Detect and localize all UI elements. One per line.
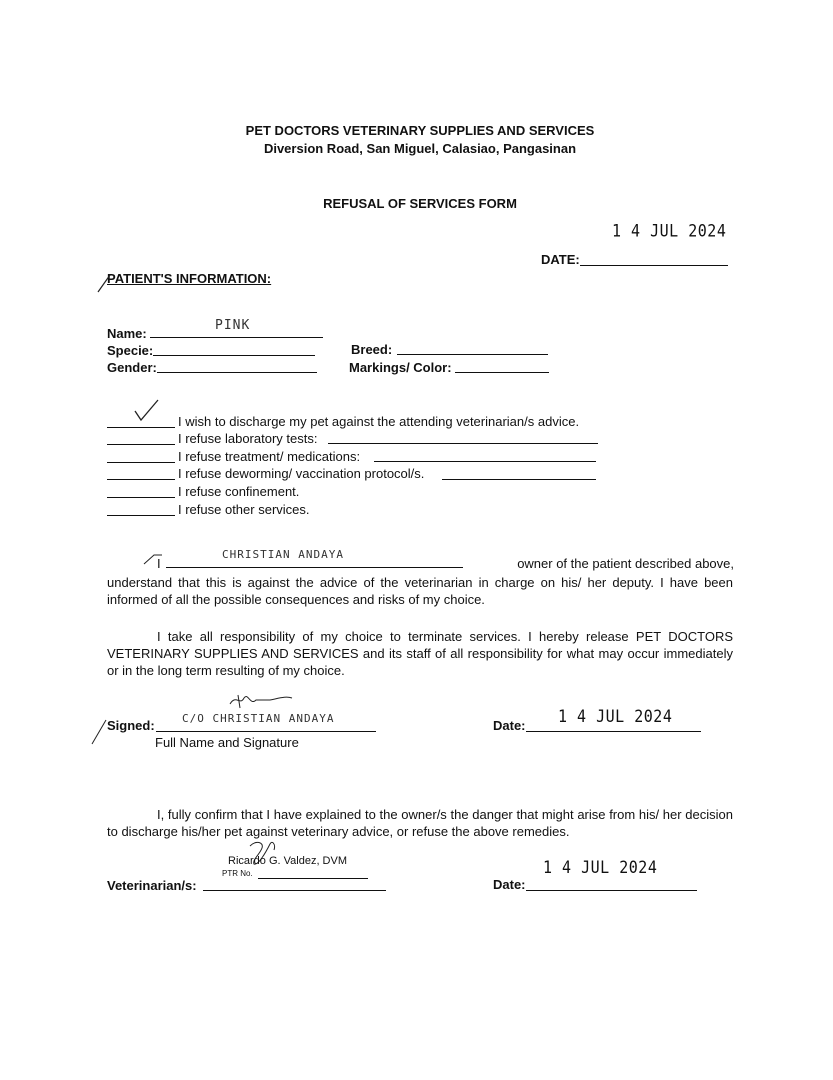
option-blank-3 [107, 462, 175, 463]
vet-printed-name: Ricardo G. Valdez, DVM [228, 855, 348, 867]
markings-label: Markings/ Color: [349, 360, 452, 375]
owner-line-suffix: owner of the patient described above, [517, 556, 734, 571]
breed-label: Breed: [351, 342, 393, 357]
signed-date-label: Date: [493, 718, 526, 733]
markings-line [455, 372, 549, 373]
owner-prefix: I [157, 556, 161, 571]
name-line [150, 337, 323, 338]
owner-name-handwritten: CHRISTIAN ANDAYA [222, 548, 344, 561]
gender-label: Gender: [107, 360, 157, 375]
gender-line [157, 372, 317, 373]
breed-line [397, 354, 548, 355]
specie-label: Specie: [107, 343, 154, 358]
option-2: I refuse laboratory tests: [178, 431, 318, 446]
vet-date-label: Date: [493, 877, 526, 892]
signed-label: Signed: [107, 718, 155, 733]
confirmation-paragraph: I, fully confirm that I have explained to the owner/s the danger that might arise from his/ her decision to discharge his/her pet against veterinary advice, or refuse the above remedies. [107, 807, 733, 839]
signed-handwritten: C/O CHRISTIAN ANDAYA [182, 712, 335, 725]
option-blank-5 [107, 497, 175, 498]
org-address: Diversion Road, San Miguel, Calasiao, Pangasinan [263, 141, 577, 156]
option-3: I refuse treatment/ medications: [178, 449, 361, 464]
option-5: I refuse confinement. [178, 484, 300, 499]
owner-signature-icon [226, 692, 296, 710]
vet-date-line [526, 890, 697, 891]
org-name: PET DOCTORS VETERINARY SUPPLIES AND SERVICES [245, 123, 595, 138]
option-blank-1 [107, 427, 175, 428]
top-date-stamp: 1 4 JUL 2024 [612, 220, 727, 242]
top-date-line [580, 265, 728, 266]
signed-line [156, 731, 376, 732]
patient-info-heading: PATIENT'S INFORMATION: [107, 271, 272, 286]
option-4-detail-line [442, 479, 596, 480]
option-blank-6 [107, 515, 175, 516]
vet-ptr-line [258, 878, 368, 879]
option-6: I refuse other services. [178, 502, 310, 517]
specie-line [153, 355, 315, 356]
option-2-detail-line [328, 443, 598, 444]
option-1: I wish to discharge my pet against the attending veterinarian/s advice. [178, 414, 580, 429]
vet-date-stamp: 1 4 JUL 2024 [543, 856, 658, 878]
signed-caption: Full Name and Signature [155, 735, 299, 750]
option-blank-2 [107, 444, 175, 445]
signed-mark-icon [90, 716, 110, 746]
owner-name-line [166, 567, 463, 568]
vet-label: Veterinarian/s: [107, 878, 197, 893]
owner-statement-rest: understand that this is against the advice of the veterinarian in charge on his/ her deputy. I have been informed of all the possible consequences and risks of my choice. [107, 575, 733, 607]
name-value: PINK [215, 318, 251, 333]
top-date-label: DATE: [541, 252, 580, 267]
owner-prefix-mark-icon [142, 552, 164, 566]
checked-option-icon [132, 398, 162, 424]
name-label: Name: [107, 326, 147, 341]
signed-date-stamp: 1 4 JUL 2024 [558, 705, 673, 727]
option-blank-4 [107, 479, 175, 480]
responsibility-paragraph: I take all responsibility of my choice to terminate services. I hereby release PET DOCTORS VETERINARY SUPPLIES AND SERVICES and its staff of all responsibility for what may occur immediately or in the long term resulting of my choice. [107, 629, 733, 678]
option-4: I refuse deworming/ vaccination protocol/s. [178, 466, 425, 481]
vet-line [203, 890, 386, 891]
check-mark-icon [96, 272, 116, 294]
vet-ptr-label: PTR No. [222, 869, 253, 878]
form-title: REFUSAL OF SERVICES FORM [323, 196, 517, 211]
option-3-detail-line [374, 461, 596, 462]
signed-date-line [526, 731, 701, 732]
